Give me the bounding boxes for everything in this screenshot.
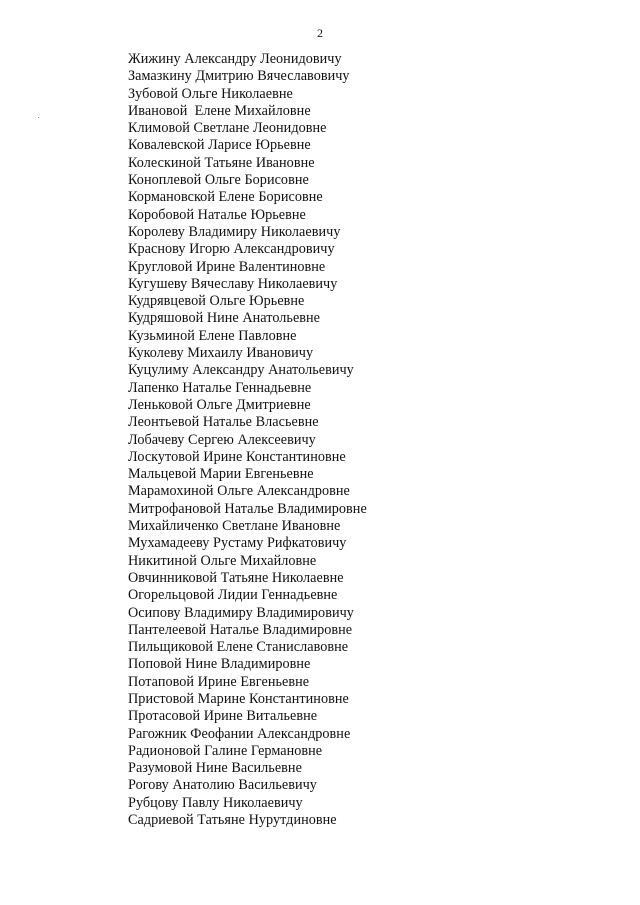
list-item: Радионовой Галине Германовне (128, 742, 323, 759)
list-item: Кудряшовой Нине Анатольевне (128, 310, 321, 327)
list-item: Рубцову Павлу Николаевичу (128, 794, 303, 811)
list-item: Протасовой Ирине Витальевне (128, 708, 318, 725)
list-item: Пантелеевой Наталье Владимировне (128, 621, 353, 638)
list-item: Мальцевой Марии Евгеньевне (128, 466, 314, 483)
list-item: Михайличенко Светлане Ивановне (128, 518, 341, 535)
list-item: Климовой Светлане Леонидовне (128, 120, 327, 137)
list-item: Куколеву Михаилу Ивановичу (128, 345, 314, 362)
list-item: Никитиной Ольге Михайловне (128, 552, 317, 569)
list-item: Лапенко Наталье Геннадьевне (128, 379, 312, 396)
list-item: Кузьминой Елене Павловне (128, 327, 297, 344)
list-item: Осипову Владимиру Владимировичу (128, 604, 354, 621)
list-item: Садриевой Татьяне Нурутдиновне (128, 812, 337, 829)
list-item: Леньковой Ольге Дмитриевне (128, 396, 311, 413)
list-item: Кугушеву Вячеславу Николаевичу (128, 275, 338, 292)
list-item: Кругловой Ирине Валентиновне (128, 258, 326, 275)
list-item: Королеву Владимиру Николаевичу (128, 223, 341, 240)
list-item: Зубовой Ольге Николаевне (128, 85, 293, 102)
list-item: Потаповой Ирине Евгеньевне (128, 673, 310, 690)
list-item: Мухамадееву Рустаму Рифкатовичу (128, 535, 347, 552)
list-item: Леонтьевой Наталье Власьевне (128, 414, 319, 431)
list-item: Марамохиной Ольге Александровне (128, 483, 350, 500)
list-item: Ивановой Елене Михайловне (128, 102, 311, 119)
list-item: Колескиной Татьяне Ивановне (128, 154, 315, 171)
list-item: Лобачеву Сергею Алексеевичу (128, 431, 316, 448)
list-item: Пильщиковой Елене Станиславовне (128, 639, 349, 656)
list-item: Рагожник Феофании Александровне (128, 725, 351, 742)
list-item: Куцулиму Александру Анатольевичу (128, 362, 354, 379)
list-item: Овчинниковой Татьяне Николаевне (128, 569, 344, 586)
list-item: Замазкину Дмитрию Вячеславовичу (128, 68, 350, 85)
list-item: Коноплевой Ольге Борисовне (128, 172, 309, 189)
list-item: Разумовой Нине Васильевне (128, 760, 302, 777)
list-item: Краснову Игорю Александровичу (128, 241, 335, 258)
list-item: Кудрявцевой Ольге Юрьевне (128, 293, 305, 310)
list-item: Огорельцовой Лидии Геннадьевне (128, 587, 338, 604)
list-item: Кормановской Елене Борисовне (128, 189, 323, 206)
names-list (128, 51, 367, 829)
list-item: Коробовой Наталье Юрьевне (128, 206, 306, 223)
list-item: Ковалевской Ларисе Юрьевне (128, 137, 311, 154)
list-item: Пристовой Марине Константиновне (128, 690, 349, 707)
page-number: 2 (317, 26, 323, 40)
list-item: Рогову Анатолию Васильевичу (128, 777, 317, 794)
list-item: Поповой Нине Владимировне (128, 656, 311, 673)
list-item: Лоскутовой Ирине Константиновне (128, 448, 346, 465)
list-item: Митрофановой Наталье Владимировне (128, 500, 367, 517)
list-item: Жижину Александру Леонидовичу (128, 51, 342, 67)
margin-mark (38, 117, 39, 118)
